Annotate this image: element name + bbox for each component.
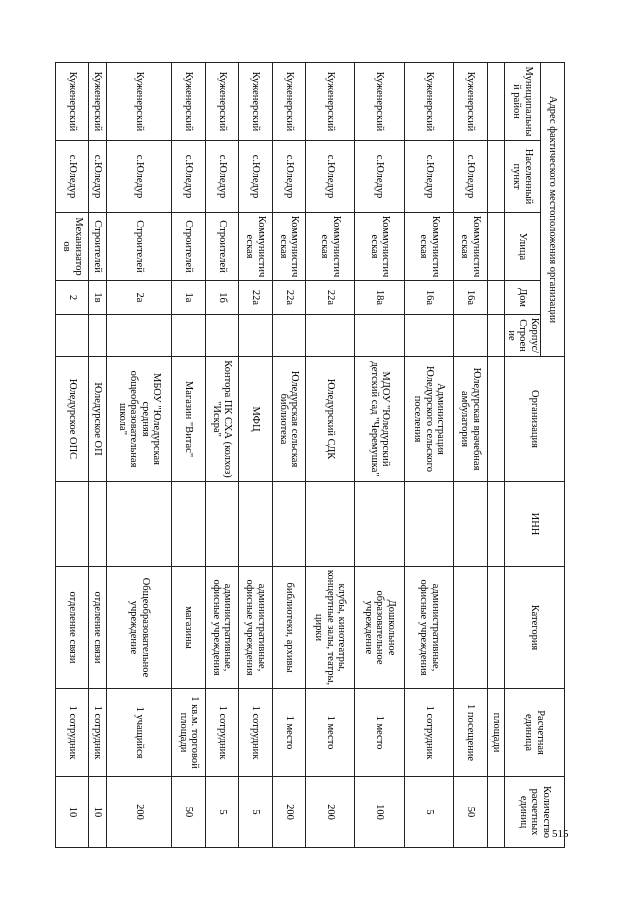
inn-cell	[305, 482, 354, 567]
header-row-group	[541, 63, 565, 848]
table-row	[355, 63, 404, 848]
inn-cell	[205, 482, 238, 567]
street-cell: Строителей	[106, 213, 171, 281]
organization-cell: Магазин "Витас"	[172, 357, 205, 482]
locality-cell	[487, 141, 504, 213]
unit-cell: 1 сотрудник	[205, 689, 238, 777]
table-row	[305, 63, 354, 848]
building-cell	[355, 315, 404, 357]
locality-cell: с.Юледур	[454, 141, 487, 213]
organization-cell: Юледурская врачебная амбулатория	[454, 357, 487, 482]
building-cell	[454, 315, 487, 357]
municipal-area-cell: Куженерский	[454, 63, 487, 141]
category-cell: отделение связи	[56, 567, 89, 689]
count-cell: 100	[355, 777, 404, 848]
count-cell: 5	[205, 777, 238, 848]
building-cell	[56, 315, 89, 357]
count-cell: 10	[89, 777, 106, 848]
count-cell: 5	[239, 777, 272, 848]
municipal-area-cell: Куженерский	[205, 63, 238, 141]
inn-cell	[239, 482, 272, 567]
unit-cell: площади	[487, 689, 504, 777]
category-cell: административные, офисные учреждения	[239, 567, 272, 689]
building-header: Корпус/Строение	[505, 315, 541, 357]
inn-cell	[172, 482, 205, 567]
municipal-area-cell: Куженерский	[172, 63, 205, 141]
locality-cell: с.Юледур	[239, 141, 272, 213]
organization-cell: МБОУ "Юледурская средняя общеобразовательная школа"	[106, 357, 171, 482]
unit-cell: 1 сотрудник	[239, 689, 272, 777]
organization-cell: Юледурская сельская библиотека	[272, 357, 305, 482]
organizations-table	[55, 62, 565, 848]
organization-cell	[487, 357, 504, 482]
table-row	[106, 63, 171, 848]
street-cell: Коммунистическая	[404, 213, 453, 281]
municipal-area-cell: Куженерский	[305, 63, 354, 141]
locality-header: Населенный пункт	[505, 141, 541, 213]
unit-cell: 1 место	[272, 689, 305, 777]
building-cell	[272, 315, 305, 357]
street-cell: Строителей	[89, 213, 106, 281]
count-cell: 50	[172, 777, 205, 848]
locality-cell: с.Юледур	[89, 141, 106, 213]
count-cell: 200	[106, 777, 171, 848]
locality-cell: с.Юледур	[355, 141, 404, 213]
locality-cell: с.Юледур	[272, 141, 305, 213]
unit-cell: 1 сотрудник	[89, 689, 106, 777]
inn-header: ИНН	[505, 482, 565, 567]
building-cell	[404, 315, 453, 357]
organization-header: Организация	[505, 357, 565, 482]
street-cell: Строителей	[172, 213, 205, 281]
municipal-area-cell: Куженерский	[355, 63, 404, 141]
building-cell	[487, 315, 504, 357]
house-cell: 1в	[89, 281, 106, 315]
organization-cell: Администрация Юледурского сельского поселения	[404, 357, 453, 482]
unit-cell: 1 сотрудник	[56, 689, 89, 777]
category-cell: библиотеки, архивы	[272, 567, 305, 689]
house-cell: 22а	[272, 281, 305, 315]
table-row	[404, 63, 453, 848]
category-cell: отделение связи	[89, 567, 106, 689]
count-cell: 10	[56, 777, 89, 848]
house-cell: 1б	[205, 281, 238, 315]
street-cell: Коммунистическая	[305, 213, 354, 281]
inn-cell	[56, 482, 89, 567]
unit-cell: 1 место	[305, 689, 354, 777]
organization-cell: МДОУ "Юледурский детский сад "Черемушка"	[355, 357, 404, 482]
unit-cell: 1 посещение	[454, 689, 487, 777]
street-cell: Механизаторов	[56, 213, 89, 281]
building-cell	[239, 315, 272, 357]
organization-cell: Контора ПК СХА (колхоз) "Искра"	[205, 357, 238, 482]
table-row	[272, 63, 305, 848]
table-row	[89, 63, 106, 848]
house-cell: 1а	[172, 281, 205, 315]
category-cell	[454, 567, 487, 689]
street-cell: Коммунистическая	[239, 213, 272, 281]
inn-cell	[404, 482, 453, 567]
locality-cell: с.Юледур	[172, 141, 205, 213]
locality-cell: с.Юледур	[205, 141, 238, 213]
house-cell: 22а	[239, 281, 272, 315]
table-row	[56, 63, 89, 848]
municipal-area-cell: Куженерский	[404, 63, 453, 141]
count-cell	[487, 777, 504, 848]
table-row	[172, 63, 205, 848]
house-cell: 16а	[454, 281, 487, 315]
page-number: 515	[552, 828, 569, 840]
unit-header: Расчетная единица	[505, 689, 565, 777]
count-cell: 50	[454, 777, 487, 848]
rotated-table-container	[55, 62, 565, 847]
unit-cell: 1 сотрудник	[404, 689, 453, 777]
category-cell: клубы, кинотеатры, концертные залы, театры, цирки	[305, 567, 354, 689]
building-cell	[205, 315, 238, 357]
organization-cell: Юледурское ОПС	[56, 357, 89, 482]
locality-cell: с.Юледур	[56, 141, 89, 213]
municipal-area-cell: Куженерский	[106, 63, 171, 141]
count-cell: 200	[305, 777, 354, 848]
inn-cell	[454, 482, 487, 567]
address-group-header: Адрес фактического местоположения организации	[541, 63, 565, 357]
street-cell: Коммунистическая	[272, 213, 305, 281]
table-row	[454, 63, 487, 848]
municipal-area-cell: Куженерский	[89, 63, 106, 141]
table-row	[487, 63, 504, 848]
unit-cell: 1 место	[355, 689, 404, 777]
table-row	[205, 63, 238, 848]
municipal-area-cell: Куженерский	[56, 63, 89, 141]
house-cell: 2	[56, 281, 89, 315]
inn-cell	[355, 482, 404, 567]
category-cell: Общеобразовательное учреждение	[106, 567, 171, 689]
locality-cell: с.Юледур	[305, 141, 354, 213]
building-cell	[89, 315, 106, 357]
street-cell: Строителей	[205, 213, 238, 281]
municipal-area-cell: Куженерский	[239, 63, 272, 141]
count-cell: 5	[404, 777, 453, 848]
category-cell: административные, офисные учреждения	[404, 567, 453, 689]
category-header: Категория	[505, 567, 565, 689]
count-header: Количество расчетных единиц	[505, 777, 565, 848]
table-row	[239, 63, 272, 848]
building-cell	[172, 315, 205, 357]
street-header: Улица	[505, 213, 541, 281]
municipal-area-header: Муниципальный район	[505, 63, 541, 141]
organization-cell: МФЦ	[239, 357, 272, 482]
house-cell: 22а	[305, 281, 354, 315]
street-cell	[487, 213, 504, 281]
category-cell: административные, офисные учреждения	[205, 567, 238, 689]
house-cell	[487, 281, 504, 315]
locality-cell: с.Юледур	[404, 141, 453, 213]
category-cell: магазины	[172, 567, 205, 689]
category-cell	[487, 567, 504, 689]
street-cell: Коммунистическая	[355, 213, 404, 281]
inn-cell	[106, 482, 171, 567]
organization-cell: Юледурский СДК	[305, 357, 354, 482]
municipal-area-cell: Куженерский	[272, 63, 305, 141]
inn-cell	[89, 482, 106, 567]
count-cell: 200	[272, 777, 305, 848]
building-cell	[305, 315, 354, 357]
street-cell: Коммунистическая	[454, 213, 487, 281]
locality-cell: с.Юледур	[106, 141, 171, 213]
unit-cell: 1 учащийся	[106, 689, 171, 777]
category-cell: Дошкольное образовательное учреждение	[355, 567, 404, 689]
inn-cell	[487, 482, 504, 567]
house-header: Дом	[505, 281, 541, 315]
house-cell: 18а	[355, 281, 404, 315]
building-cell	[106, 315, 171, 357]
house-cell: 16а	[404, 281, 453, 315]
inn-cell	[272, 482, 305, 567]
organization-cell: Юледурское ОП	[89, 357, 106, 482]
house-cell: 2а	[106, 281, 171, 315]
unit-cell: 1 кв.м. торговой площади	[172, 689, 205, 777]
municipal-area-cell	[487, 63, 504, 141]
